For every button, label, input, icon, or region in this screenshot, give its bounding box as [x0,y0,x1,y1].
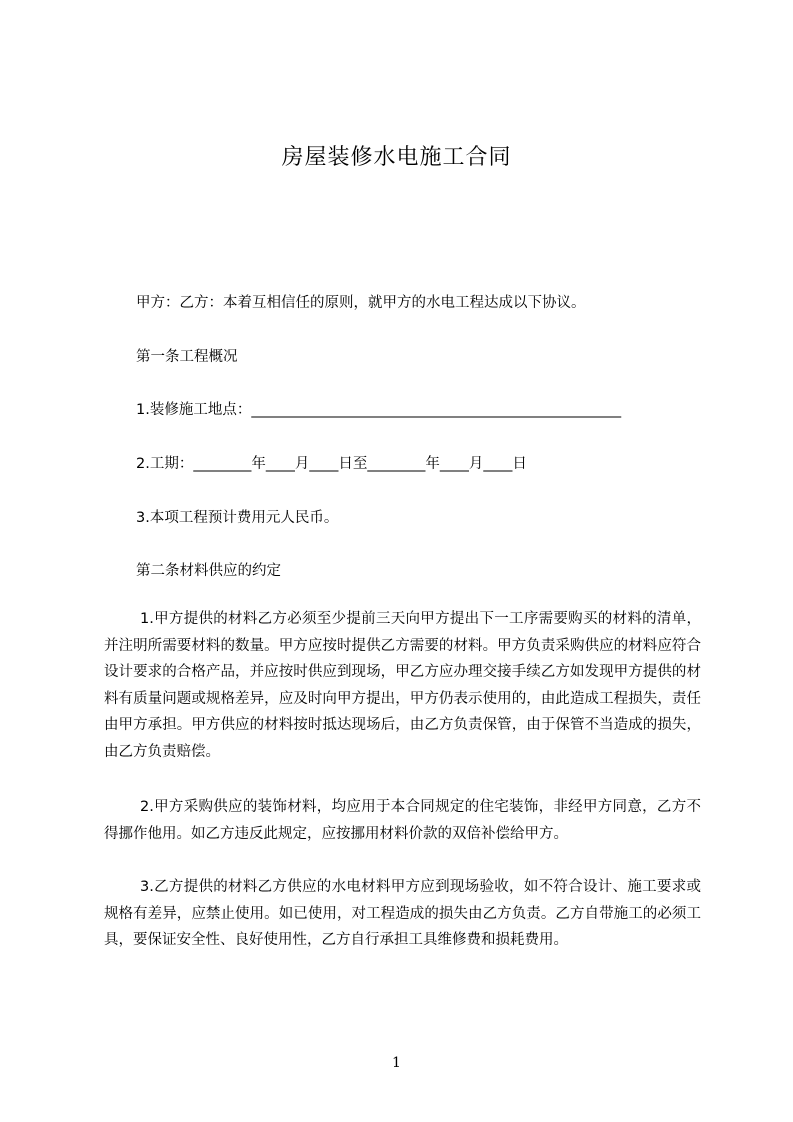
article-2-paragraph-3: 3.乙方提供的材料乙方供应的水电材料甲方应到现场验收，如不符合设计、施工要求或规格有差异，应禁止使用。如已使用，对工程造成的损失由乙方负责。乙方自带施工的必须工具，要保证安全性、良好使用性，乙方自行承担工具维修费和损耗费用。 [104,879,701,948]
cost-line: 3.本项工程预计费用元人民币。 [136,510,339,526]
page-number: 1 [392,1055,401,1071]
article-1-heading: 第一条工程概况 [136,349,238,365]
article-2-heading: 第二条材料供应的约定 [136,563,281,579]
duration-line: 2.工期：________年____月____日至________年____月____日 [136,456,527,472]
article-2-paragraph-1: 1.甲方提供的材料乙方必须至少提前三天向甲方提出下一工序需要购买的材料的清单，并注明所需要材料的数量。甲方应按时提供乙方需要的材料。甲方负责采购供应的材料应符合设计要求的合格产品，并应按时供应到现场，甲乙方应办理交接手续乙方如发现甲方提供的材料有质量问题或规格差异，应及时向甲方提出，甲方仍表示使用的，由此造成工程损失，责任由甲方承担。甲方供应的材料按时抵达现场后，由乙方负责保管，由于保管不当造成的损失，由乙方负责赔偿。 [104,611,701,760]
site-address-line: 1.装修施工地点：___________________________________________________ [136,402,622,418]
document-title: 房屋装修水电施工合同 [281,145,512,170]
article-2-paragraph-2: 2.甲方采购供应的装饰材料，均应用于本合同规定的住宅装饰，非经甲方同意，乙方不得挪作他用。如乙方违反此规定，应按挪用材料价款的双倍补偿给甲方。 [104,799,701,842]
intro-line: 甲方：乙方：本着互相信任的原则，就甲方的水电工程达成以下协议。 [136,295,586,311]
